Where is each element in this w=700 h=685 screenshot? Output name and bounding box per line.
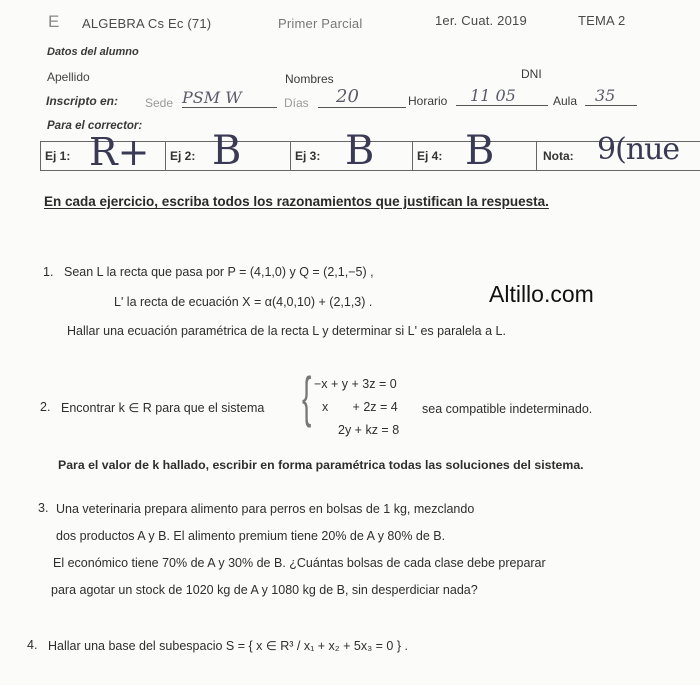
q3-line2: dos productos A y B. El alimento premium tiene 20% de A y 80% de B. <box>56 529 446 543</box>
grade-cell-value: R+ <box>89 130 150 174</box>
q1-line1: Sean L la recta que pasa por P = (4,1,0) y Q = (2,1,−5) , <box>64 265 374 279</box>
q3-line4: para agotar un stock de 1020 kg de A y 1080 kg de B, sin desperdiciar nada? <box>51 583 478 597</box>
q2-line2: Para el valor de k hallado, escribir en forma paramétrica todas las soluciones del sistema. <box>58 458 584 472</box>
exam-term: 1er. Cuat. 2019 <box>435 13 527 28</box>
q2-outro: sea compatible indeterminado. <box>422 402 593 416</box>
watermark: Altillo.com <box>489 281 594 307</box>
exam-tema: TEMA 2 <box>578 13 626 28</box>
exam-name: Primer Parcial <box>278 16 363 31</box>
q2-eq2: x + 2z = 4 <box>322 400 398 414</box>
q3-number: 3. <box>38 501 49 515</box>
grade-cell-label: Ej 4: <box>417 149 443 163</box>
exam-letter: E <box>48 12 60 31</box>
grade-cell-label: Ej 1: <box>45 149 71 163</box>
grade-cell-nota <box>536 132 700 170</box>
q4-line1: Hallar una base del subespacio S = { x ∈ R³ / x₁ + x₂ + 5x₃ = 0 } . <box>48 639 408 653</box>
q3-line1: Una veterinaria prepara alimento para perros en bolsas de 1 kg, mezclando <box>56 502 475 516</box>
q4-number: 4. <box>27 638 38 652</box>
q3-line3: El económico tiene 70% de A y 30% de B. ¿Cuántas bolsas de cada clase debe preparar <box>53 556 546 570</box>
student-section-label: Datos del alumno <box>47 46 139 58</box>
grade-cell-value: B <box>465 128 495 174</box>
grade-cell-label: Ej 3: <box>295 149 321 163</box>
aula-label: Aula <box>553 94 578 108</box>
grade-cell-ej3 <box>290 128 413 174</box>
inscripto-label: Inscripto en: <box>46 94 119 108</box>
system-brace: { <box>302 365 312 428</box>
course-title: ALGEBRA Cs Ec (71) <box>82 16 212 31</box>
grade-cell-ej1 <box>40 130 166 174</box>
q2-intro: Encontrar k ∈ R para que el sistema <box>61 401 265 415</box>
grade-cell-ej2 <box>165 128 291 174</box>
nota-label: Nota: <box>543 149 574 163</box>
sede-label: Sede <box>145 96 174 110</box>
apellido-label: Apellido <box>47 70 90 84</box>
q2-number: 2. <box>40 400 51 414</box>
main-instruction: En cada ejercicio, escriba todos los razonamientos que justifican la respuesta. <box>44 194 549 209</box>
grade-cell-ej4 <box>412 128 537 174</box>
q2-eq3: 2y + kz = 8 <box>338 423 400 437</box>
grade-cell-value: B <box>345 128 375 174</box>
q1-line3: Hallar una ecuación paramétrica de la recta L y determinar si L' es paralela a L. <box>67 324 506 338</box>
horario-value: 11 05 <box>456 86 548 106</box>
aula-value: 35 <box>585 86 637 106</box>
q1-line2: L' la recta de ecuación X = α(4,0,10) + (2,1,3) . <box>114 295 373 309</box>
dias-value: 20 <box>318 86 406 108</box>
q2-eq1: −x + y + 3z = 0 <box>314 377 397 391</box>
q1-number: 1. <box>43 265 54 279</box>
nota-value: 9(nue <box>597 132 680 167</box>
nombres-label: Nombres <box>285 72 334 86</box>
dias-label: Días <box>284 96 309 110</box>
grade-cell-label: Ej 2: <box>170 149 196 163</box>
horario-label: Horario <box>408 94 448 108</box>
grade-cell-value: B <box>212 128 242 174</box>
corrector-section-label: Para el corrector: <box>47 120 143 132</box>
sede-value: PSM W <box>182 88 277 108</box>
grade-table <box>40 128 700 174</box>
dni-label: DNI <box>521 67 542 81</box>
